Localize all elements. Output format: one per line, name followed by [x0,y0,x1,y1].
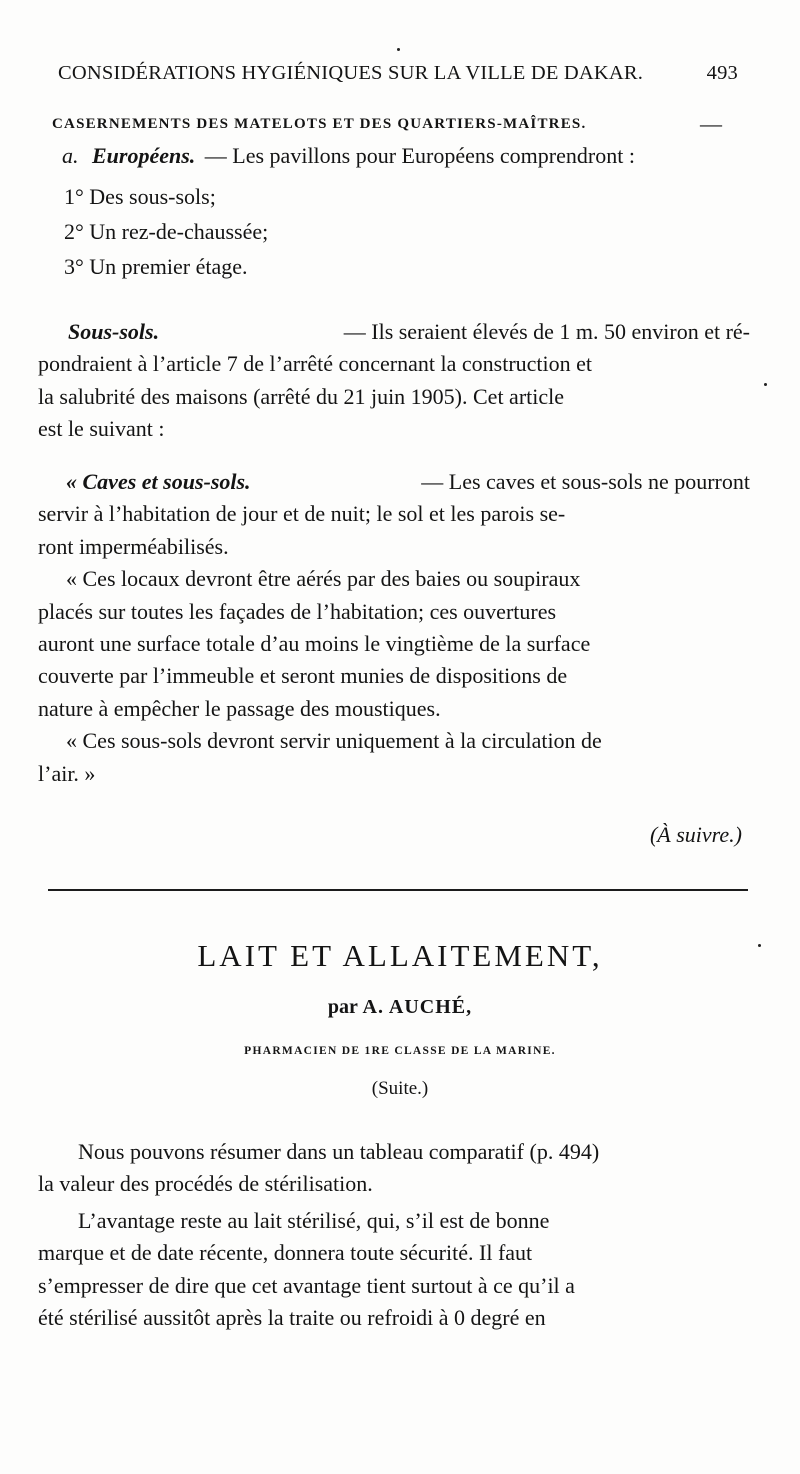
paragraph-title: Sous-sols. [68,319,160,344]
quote-line: « Ces locaux devront être aérés par des baies ou soupiraux [66,566,581,592]
section-heading-line [38,108,750,140]
author-affiliation: PHARMACIEN DE 1RE CLASSE DE LA MARINE. [244,1045,556,1057]
quoted-article [38,466,750,790]
author-prefix: par [327,996,358,1018]
section-divider [48,889,748,891]
paragraph-line: été stérilisé aussitôt après la traite ou refroidi à 0 degré en [38,1305,546,1331]
quote-line: placés sur toutes les façades de l’habitation; ces ouvertures [38,598,557,624]
quote-line: auront une surface totale d’au moins le vingtième de la surface [38,631,591,657]
paragraph-line: la valeur des procédés de stérilisation. [38,1171,373,1197]
lait-paragraph [38,1136,750,1334]
scan-speck [758,944,761,947]
article-author [0,996,800,1019]
paragraph-line: marque et de date récente, donnera toute sécurité. Il faut [38,1240,533,1266]
quote-line: nature à empêcher le passage des moustiques. [38,695,441,721]
subsection-marker: a. [62,143,79,169]
subsection-text: — Les pavillons pour Européens comprendront : [204,143,635,169]
list-item: 1° Des sous-sols; [64,183,216,209]
subsection-title: Européens. [92,143,196,169]
paragraph-line: s’empresser de dire que cet avantage tient surtout à ce qu’il a [38,1272,575,1298]
page-number: 493 [706,62,738,84]
running-header [58,62,738,85]
quote-line: l’air. » [38,760,96,786]
quote-line [38,466,750,498]
paragraph-text: — Ils seraient élevés de 1 m. 50 environ et ré- [343,319,750,344]
section-heading-dash: — [700,111,722,136]
quote-line: servir à l’habitation de jour et de nuit; le sol et les parois se- [38,501,566,527]
a-suivre: (À suivre.) [649,822,742,847]
paragraph-line: est le suivant : [38,416,165,442]
paragraph-line: Nous pouvons résumer dans un tableau comparatif (p. 494) [78,1139,600,1164]
quote-title: « Caves et sous-sols. [66,469,251,494]
suite-note: (Suite.) [371,1078,429,1099]
list-item: 2° Un rez-de-chaussée; [64,218,269,244]
quote-line: « Ces sous-sols devront servir uniquement à la circulation de [66,728,602,754]
section-heading: CASERNEMENTS DES MATELOTS ET DES QUARTIERS-MAÎTRES. [52,116,587,132]
scan-speck [397,48,400,51]
casernements-section [38,108,750,284]
paragraph-line: pondraient à l’article 7 de l’arrêté concernant la construction et [38,351,593,377]
paragraph-line: la salubrité des maisons (arrêté du 21 juin 1905). Cet article [38,383,565,409]
scan-speck [764,383,767,386]
running-title: CONSIDÉRATIONS HYGIÉNIQUES SUR LA VILLE DE DAKAR. [58,62,644,84]
list-item: 3° Un premier étage. [64,253,248,279]
subsection-line [38,140,750,172]
sous-sols-paragraph [38,316,750,446]
paragraph-line: L’avantage reste au lait stérilisé, qui, s’il est de bonne [78,1207,550,1233]
author-name: A. AUCHÉ, [362,996,473,1018]
article-title: LAIT ET ALLAITEMENT, [197,938,603,973]
paragraph-line [38,316,750,348]
quote-line: couverte par l’immeuble et seront munies de dispositions de [38,663,568,689]
quote-line: ront imperméabilisés. [38,533,229,559]
quote-text: — Les caves et sous-sols ne pourront [421,469,750,494]
